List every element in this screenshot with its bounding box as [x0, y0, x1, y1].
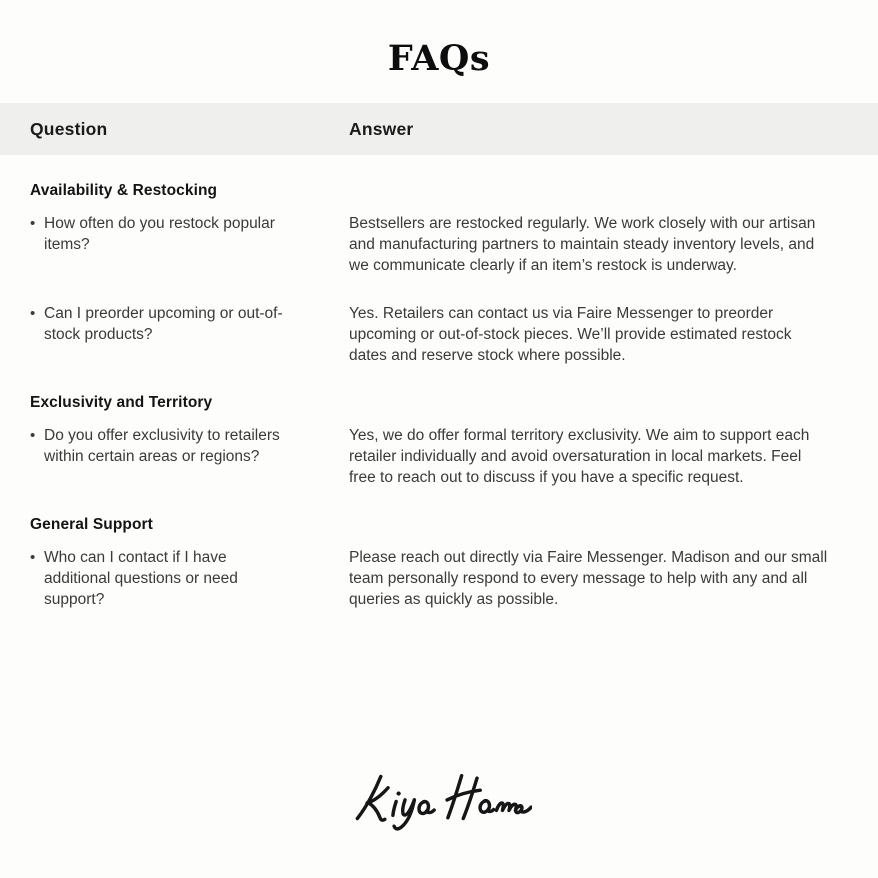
answer-text: Yes, we do offer formal territory exclusivity. We aim to support each retailer individually and avoid oversaturation in local markets. Feel free to reach out to discuss if you have a specific request. [349, 427, 810, 486]
faq-row [30, 425, 828, 488]
question-cell [30, 303, 349, 366]
section-heading-general-support: General Support [30, 516, 153, 533]
section-heading-exclusivity: Exclusivity and Territory [30, 394, 213, 411]
list-item [30, 213, 285, 255]
list-item [30, 425, 285, 467]
list-item [30, 303, 285, 345]
brand-signature [0, 770, 878, 839]
answer-text: Please reach out directly via Faire Messenger. Madison and our small team personally respond to every message to help with any and all queries as quickly as possible. [349, 549, 828, 608]
faq-row [30, 547, 828, 610]
section-heading-availability: Availability & Restocking [30, 182, 218, 199]
question-cell [30, 425, 349, 488]
question-cell [30, 213, 349, 276]
bullet-icon [30, 425, 44, 446]
list-item [30, 547, 285, 610]
faq-row [30, 303, 828, 366]
bullet-icon [30, 547, 44, 568]
answer-text: Yes. Retailers can contact us via Faire Messenger to preorder upcoming or out-of-stock pieces. We’ll provide estimated restock dates and reserve stock where possible. [349, 305, 792, 364]
question-cell [30, 547, 349, 610]
question-column-header: Question [30, 118, 108, 139]
handwritten-logo-icon [346, 770, 532, 839]
page-title: FAQs [387, 38, 491, 79]
question-text: Do you offer exclusivity to retailers within certain areas or regions? [44, 427, 280, 465]
faq-row [30, 213, 828, 276]
question-text: Who can I contact if I have additional questions or need support? [44, 549, 238, 608]
answer-column-header: Answer [349, 118, 414, 139]
bullet-icon [30, 213, 44, 234]
question-text: Can I preorder upcoming or out-of-stock products? [44, 305, 283, 343]
bullet-icon [30, 303, 44, 324]
answer-text: Bestsellers are restocked regularly. We work closely with our artisan and manufacturing partners to maintain steady inventory levels, and we communicate clearly if an item’s restock is underway. [349, 215, 816, 274]
question-text: How often do you restock popular items? [44, 215, 275, 253]
faq-table [0, 181, 878, 610]
faq-page [0, 40, 878, 878]
table-header-row [0, 103, 878, 155]
